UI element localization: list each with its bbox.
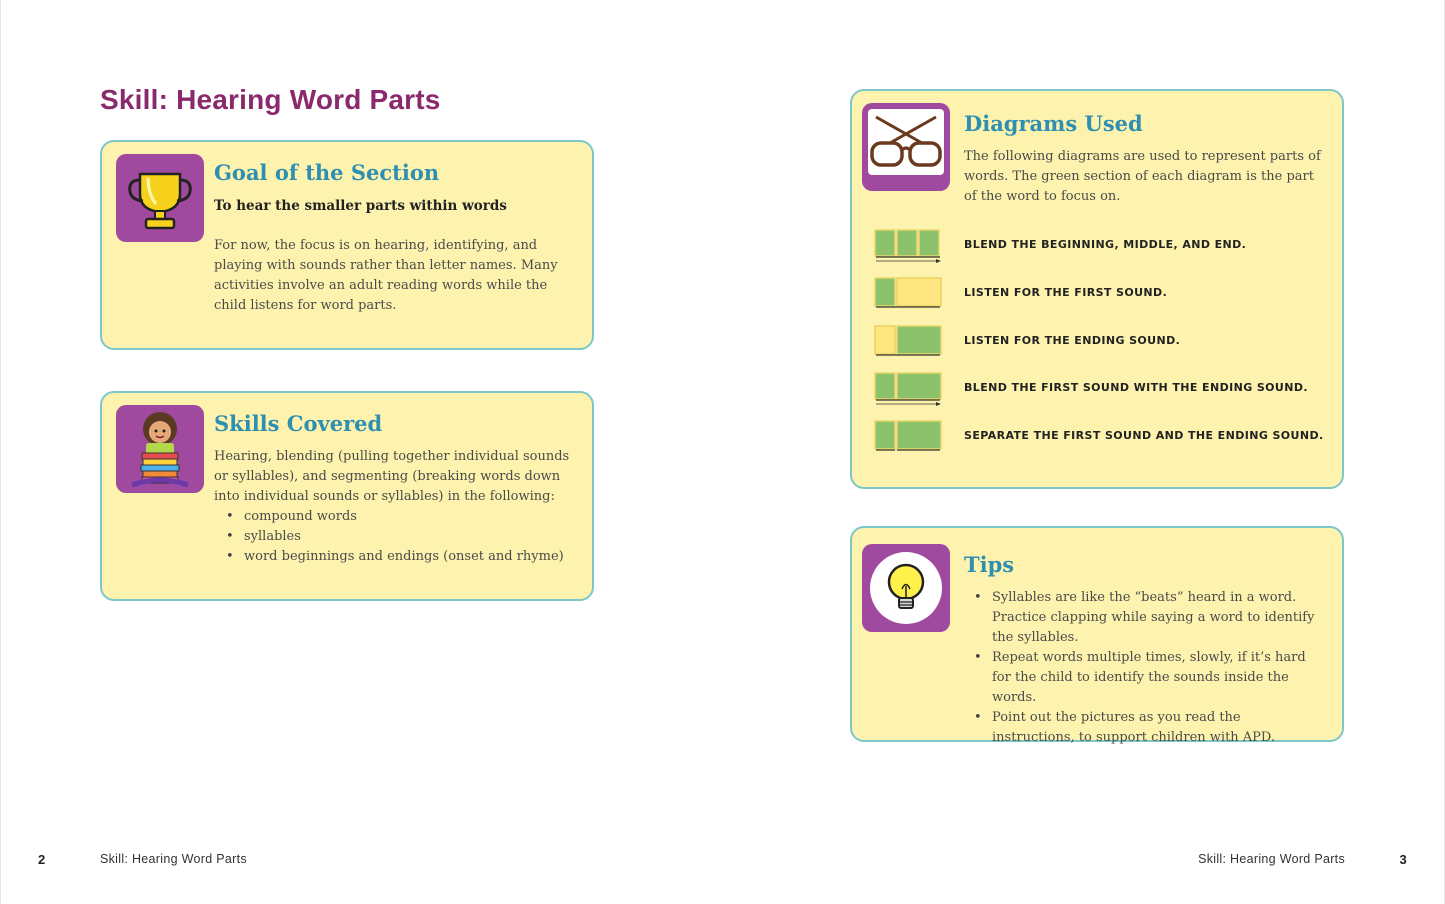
diagram-label: SEPARATE THE FIRST SOUND AND THE ENDING SOUND. (964, 429, 1324, 442)
diagrams-heading: Diagrams Used (964, 111, 1143, 136)
right-page-number: 3 (1399, 852, 1407, 867)
tips-list (974, 588, 1322, 748)
trophy-icon (116, 154, 204, 242)
blend-first-ending-diagram (874, 372, 944, 406)
blend-three-parts-diagram (874, 229, 944, 263)
list-item: • Point out the pictures as you read the instructions, to support children with APD. (974, 708, 1322, 748)
separate-first-ending-diagram (874, 420, 944, 454)
diagram-label: LISTEN FOR THE FIRST SOUND. (964, 286, 1168, 299)
ending-sound-diagram (874, 325, 944, 359)
diagram-label: BLEND THE FIRST SOUND WITH THE ENDING SOUND. (964, 381, 1308, 394)
diagram-row (874, 229, 1334, 263)
tips-card (850, 526, 1344, 745)
goal-heading: Goal of the Section (214, 160, 440, 185)
diagrams-body: The following diagrams are used to represent parts of words. The green section of each diagram is the part of the word to focus on. (964, 149, 1321, 204)
list-item: • syllables (226, 527, 572, 547)
skills-list (226, 507, 572, 567)
diagrams-card (850, 89, 1344, 489)
list-item: • Repeat words multiple times, slowly, if it’s hard for the child to identify the sounds inside the words. (974, 648, 1322, 708)
left-page-number: 2 (38, 852, 46, 867)
lightbulb-icon (862, 544, 950, 632)
glasses-icon (862, 103, 950, 191)
skills-body-block (214, 447, 572, 567)
diagram-row (874, 420, 1334, 454)
skills-card (100, 391, 594, 601)
child-reading-icon (116, 405, 204, 493)
diagram-row (874, 277, 1334, 311)
page-title: Skill: Hearing Word Parts (100, 84, 441, 115)
diagram-row (874, 325, 1334, 359)
list-item: • Syllables are like the “beats” heard in a word. Practice clapping while saying a word to identify the syllables. (974, 588, 1322, 648)
left-running-head: Skill: Hearing Word Parts (100, 852, 247, 866)
skills-heading: Skills Covered (214, 411, 383, 436)
goal-subheading: To hear the smaller parts within words (214, 198, 507, 214)
list-item: • word beginnings and endings (onset and rhyme) (226, 547, 572, 567)
page-edge-left (0, 0, 1, 904)
diagram-row (874, 372, 1334, 406)
skills-body: Hearing, blending (pulling together individual sounds or syllables), and segmenting (breaking words down into individual sounds or syllables) in the following: (214, 449, 570, 504)
diagram-label: LISTEN FOR THE ENDING SOUND. (964, 334, 1181, 347)
list-item: • compound words (226, 507, 572, 527)
first-sound-diagram (874, 277, 944, 311)
goal-card (100, 140, 594, 350)
tips-heading: Tips (964, 552, 1015, 577)
diagram-label: BLEND THE BEGINNING, MIDDLE, AND END. (964, 238, 1247, 251)
goal-body: For now, the focus is on hearing, identifying, and playing with sounds rather than letter names. Many activities involve an adult reading words while the child listens for word parts. (214, 238, 558, 313)
right-running-head: Skill: Hearing Word Parts (1198, 852, 1345, 866)
